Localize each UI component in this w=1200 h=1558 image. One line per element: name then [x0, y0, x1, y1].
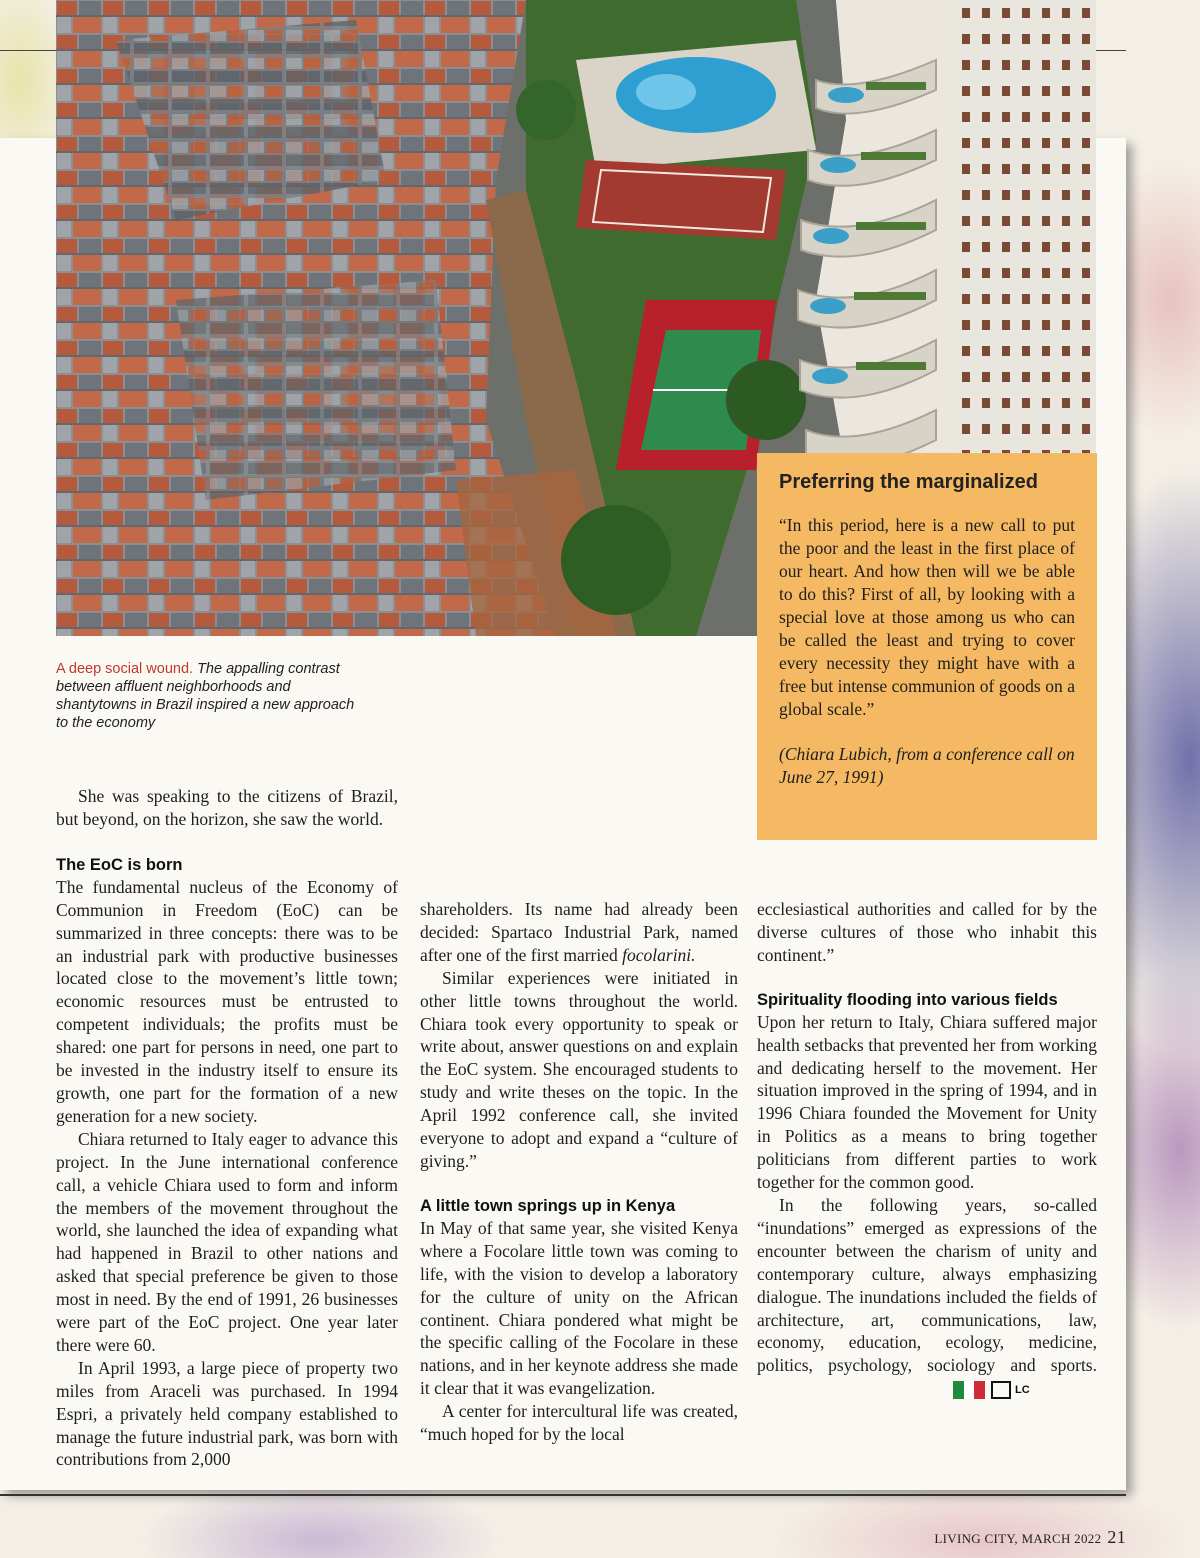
- paragraph: Similar experiences were initiated in other little towns throughout the world. Chiara took every opportunity to speak or write about, answer questions on and explain the EoC system. She encouraged students to study and write theses on the topic. In the April 1992 conference call, she invited everyone to adopt and expand a “culture of giving.”: [420, 967, 738, 1171]
- article-column-2: [420, 898, 738, 1446]
- paragraph: In April 1993, a large piece of property two miles from Araceli was purchased. In 1994 Espri, a privately held company established to manage the future industrial park, was born with contributions from 2,000: [56, 1357, 398, 1470]
- paragraph: A center for intercultural life was created, “much hoped for by the local: [420, 1401, 738, 1445]
- section-heading-kenya: A little town springs up in Kenya: [420, 1196, 676, 1215]
- italian-flag-icon: [953, 1381, 985, 1399]
- publication-name: LIVING CITY, MARCH 2022: [934, 1531, 1102, 1546]
- intro-paragraph: She was speaking to the citizens of Brazil, but beyond, on the horizon, she saw the world.: [56, 786, 398, 829]
- section-heading-spirituality: Spirituality flooding into various fields: [757, 990, 1058, 1009]
- paragraph-text: In the following years, so-called “inundations” emerged as expressions of the encounter between the charism of unity and contemporary culture, always emphasizing dialogue. The inundations included the fields of architecture, art, communications, law, economy, education, ecology, medicine, politics, psychology, sociology and sports.: [757, 1194, 1097, 1376]
- section-heading-eoc-born: The EoC is born: [56, 855, 183, 874]
- caption-text: The appalling contrast between affluent neighborhoods and shantytowns in Brazil inspired a new approach to the economy: [56, 661, 355, 731]
- quote-sidebar: [757, 453, 1097, 840]
- paragraph: In May of that same year, she visited Kenya where a Focolare little town was coming to life, with the vision to develop a laboratory for the culture of unity on the African continent. Chiara pondered what might be the specific calling of the Focolare in these nations, and in her keynote address she made it clear that it was evangelization.: [420, 1217, 738, 1399]
- paragraph: [420, 898, 738, 967]
- bottom-rule: [0, 1494, 1126, 1496]
- page-number: 21: [1107, 1527, 1126, 1547]
- italic-term: focolarini.: [622, 944, 696, 965]
- caption-lead: A deep social wound.: [56, 661, 194, 677]
- page-footer: [934, 1527, 1126, 1548]
- photo-caption: [56, 660, 356, 732]
- end-marks: [953, 1381, 1030, 1399]
- paragraph: [757, 1194, 1097, 1400]
- article-column-1: [56, 785, 398, 1471]
- article-column-3: [757, 898, 1097, 1400]
- paragraph: Chiara returned to Italy eager to advance this project. In the June international conference call, a vehicle Chiara used to form and inform the members of the movement throughout the world, she launched the idea of expanding what had happened in Brazil to other nations and asked that special preference be given to those most in need. By the end of 1991, 26 businesses were part of the EoC project. One year later there were 60.: [56, 1128, 398, 1355]
- sidebar-title: Preferring the marginalized: [779, 471, 1038, 493]
- paragraph-text: shareholders. Its name had already been decided: Spartaco Industrial Park, named after one of the first married: [420, 899, 738, 965]
- sidebar-citation: (Chiara Lubich, from a conference call on June 27, 1991): [779, 744, 1075, 787]
- paragraph: ecclesiastical authorities and called for by the diverse cultures of those who inhabit this continent.”: [757, 899, 1097, 965]
- sidebar-quote: “In this period, here is a new call to put the poor and the least in the first place of our heart. And how then will we be able to do this? First of all, by looking with a special love at those among us who can be called the least and trying to cover every necessity they might have with a free but intense communion of goods on a global scale.”: [779, 515, 1075, 719]
- paragraph: The fundamental nucleus of the Economy of Communion in Freedom (EoC) can be summarized in three concepts: there was to be an industrial park with productive businesses located close to the movement’s little town; economic resources must be entrusted to competent individuals; the profits must be shared: one part for persons in need, one part to be invested in the industry itself to ensure its growth, one part for the formation of a new generation for a new society.: [56, 876, 398, 1126]
- paragraph: Upon her return to Italy, Chiara suffered major health setbacks that prevented her from working and dedicating herself to the movement. Her situation improved in the spring of 1994, and in 1996 Chiara founded the Movement for Unity in Politics as a means to bring together politicians from different parties to work together for the common good.: [757, 1011, 1097, 1193]
- lc-logo-icon: LC: [991, 1381, 1011, 1399]
